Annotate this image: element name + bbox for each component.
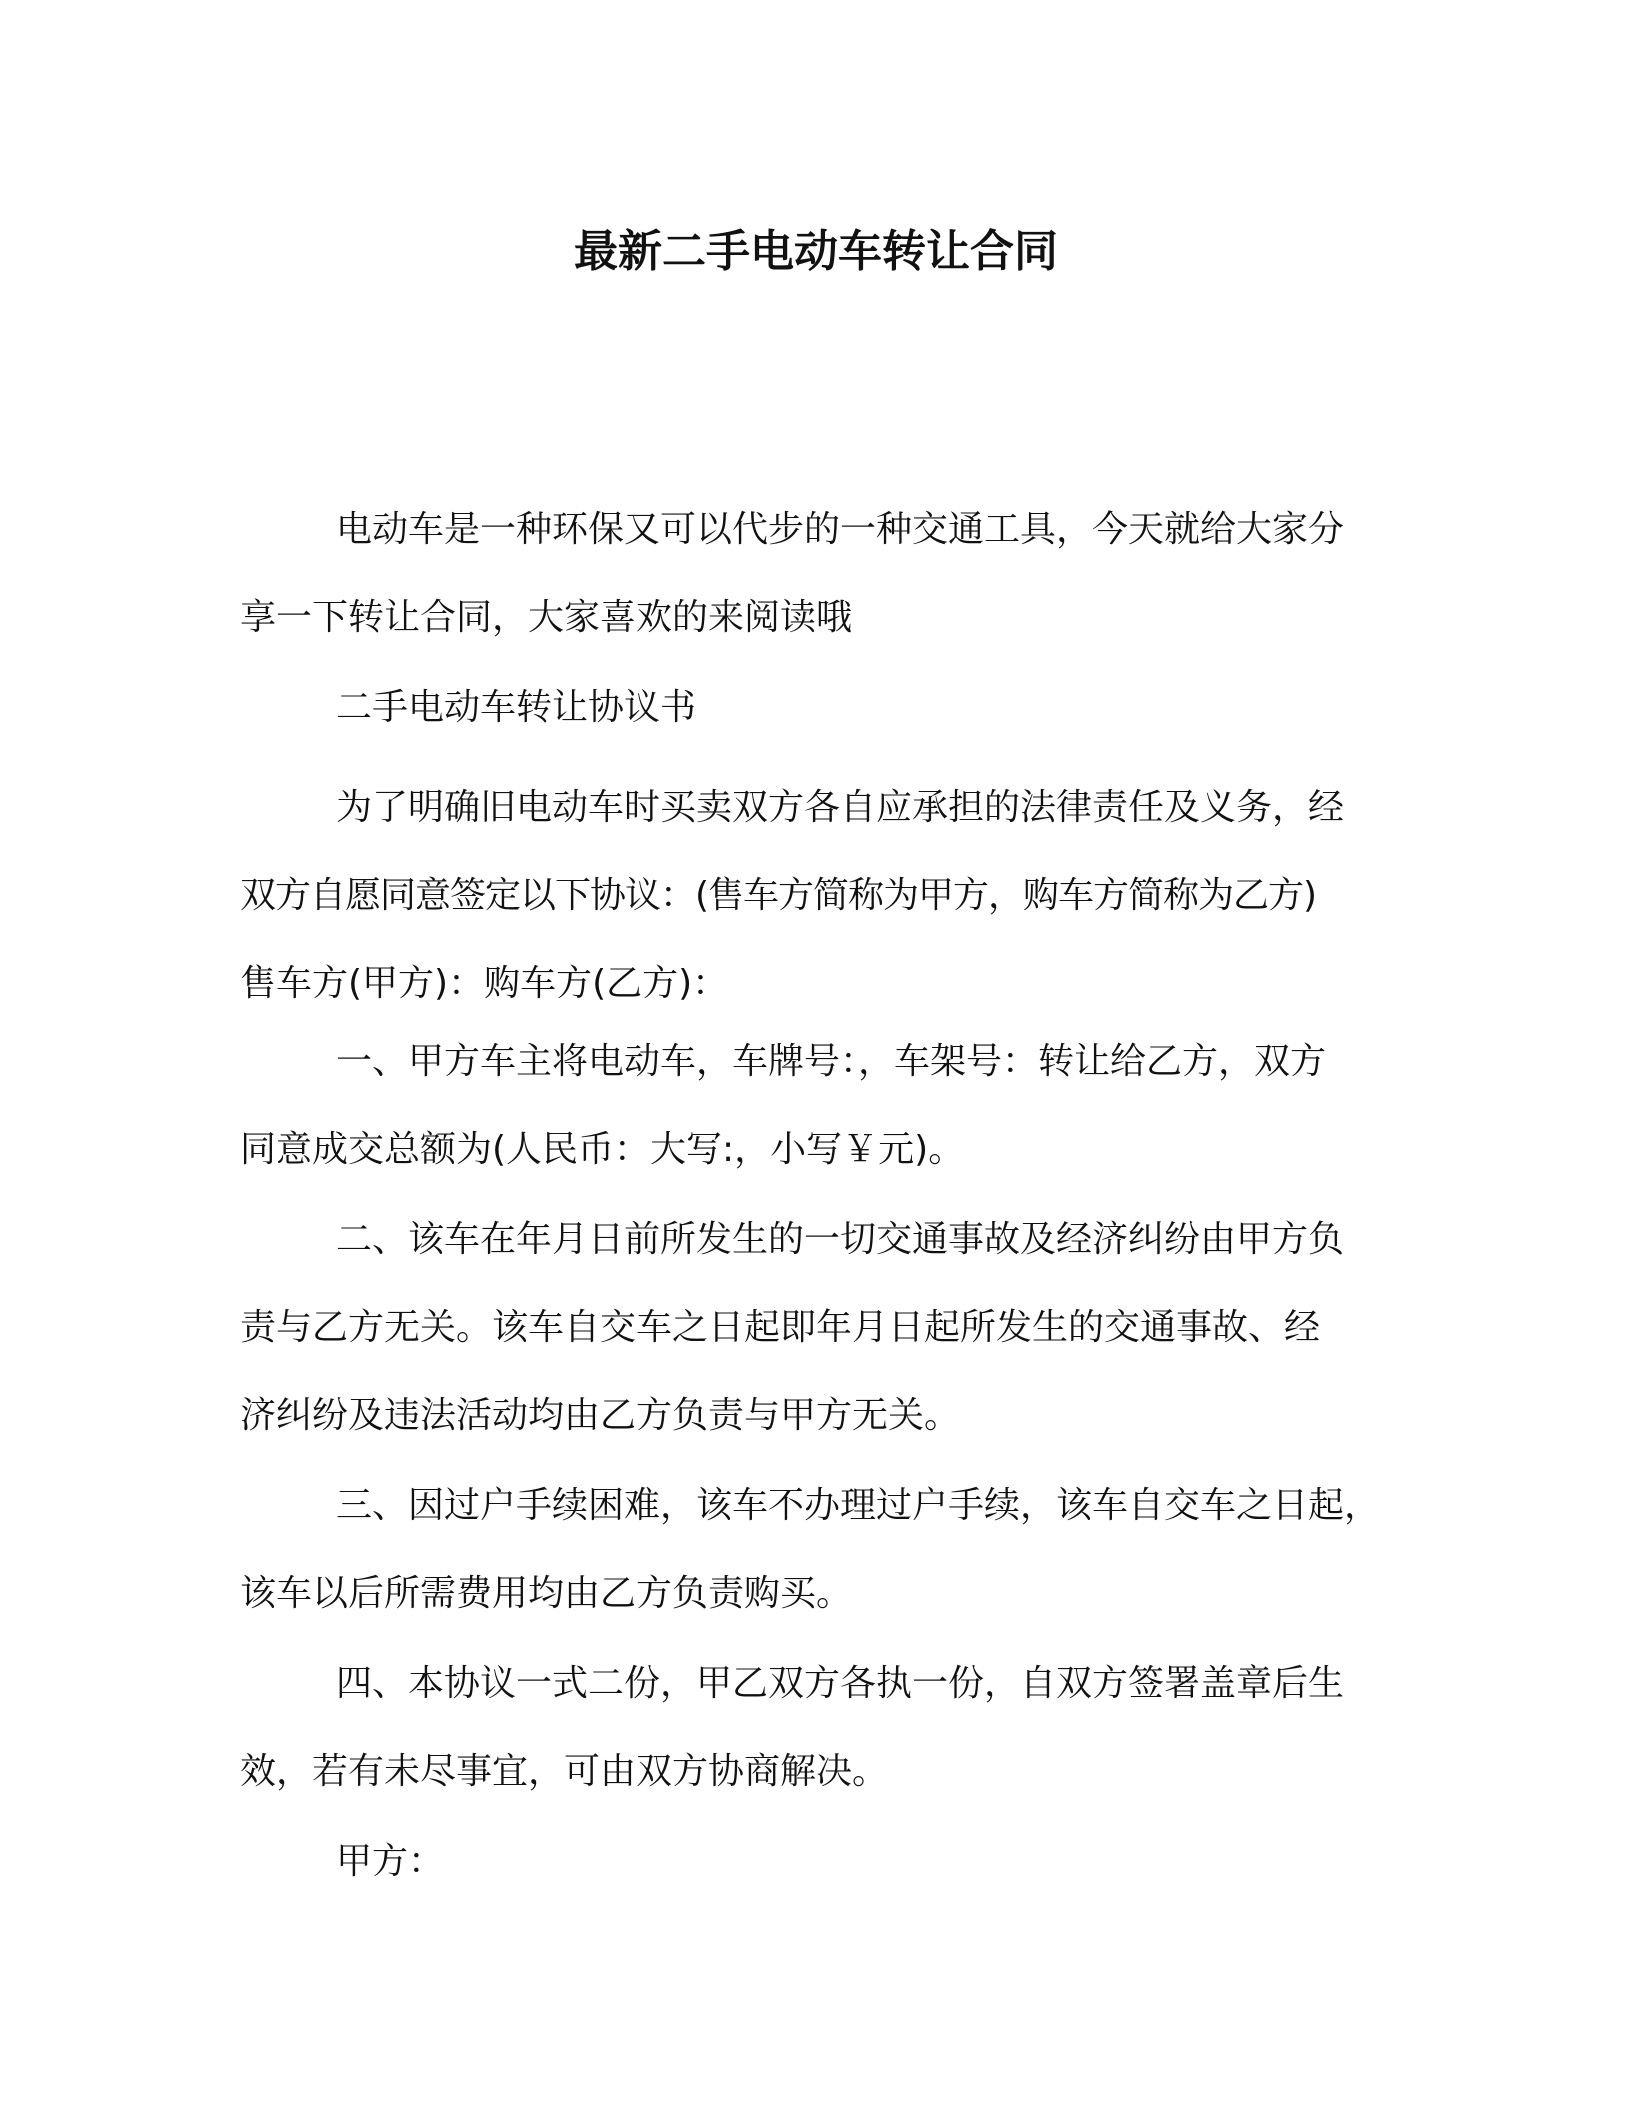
clause-1	[240, 1018, 1392, 1194]
text-line: 济纠纷及违法活动均由乙方负责与甲方无关。	[240, 1395, 961, 1436]
text-line: 甲方：	[336, 1841, 445, 1882]
preamble-paragraph	[240, 764, 1392, 1028]
clause-4	[240, 1640, 1392, 1816]
text-line: 二、该车在年月日前所发生的一切交通事故及经济纠纷由甲方负	[336, 1219, 1345, 1260]
text-line: 四、本协议一式二份，甲乙双方各执一份，自双方签署盖章后生	[336, 1663, 1345, 1704]
text-line: 售车方(甲方)：购车方(乙方)：	[240, 963, 729, 1004]
text-line: 责与乙方无关。该车自交车之日起即年月日起所发生的交通事故、经	[240, 1307, 1321, 1348]
clause-2	[240, 1196, 1392, 1460]
text-line: 同意成交总额为(人民币：大写:，小写￥元)。	[240, 1129, 965, 1170]
agreement-heading	[240, 664, 1392, 752]
text-line: 效，若有未尽事宜，可由双方协商解决。	[240, 1751, 889, 1792]
intro-paragraph	[240, 486, 1392, 662]
clause-3	[240, 1462, 1392, 1638]
text-line: 享一下转让合同，大家喜欢的来阅读哦	[240, 597, 853, 638]
party-a-signature-label	[240, 1818, 1392, 1906]
text-line: 三、因过户手续困难，该车不办理过户手续，该车自交车之日起，	[336, 1485, 1381, 1526]
document-title: 最新二手电动车转让合同	[574, 226, 1058, 277]
text-line: 为了明确旧电动车时买卖双方各自应承担的法律责任及义务，经	[336, 787, 1345, 828]
text-line: 该车以后所需费用均由乙方负责购买。	[240, 1573, 853, 1614]
text-line: 一、甲方车主将电动车，车牌号：，车架号：转让给乙方，双方	[336, 1041, 1327, 1082]
text-line: 二手电动车转让协议书	[336, 687, 697, 728]
text-line: 电动车是一种环保又可以代步的一种交通工具，今天就给大家分	[336, 509, 1345, 550]
text-line: 双方自愿同意签定以下协议：(售车方简称为甲方，购车方简称为乙方)	[240, 875, 1317, 916]
